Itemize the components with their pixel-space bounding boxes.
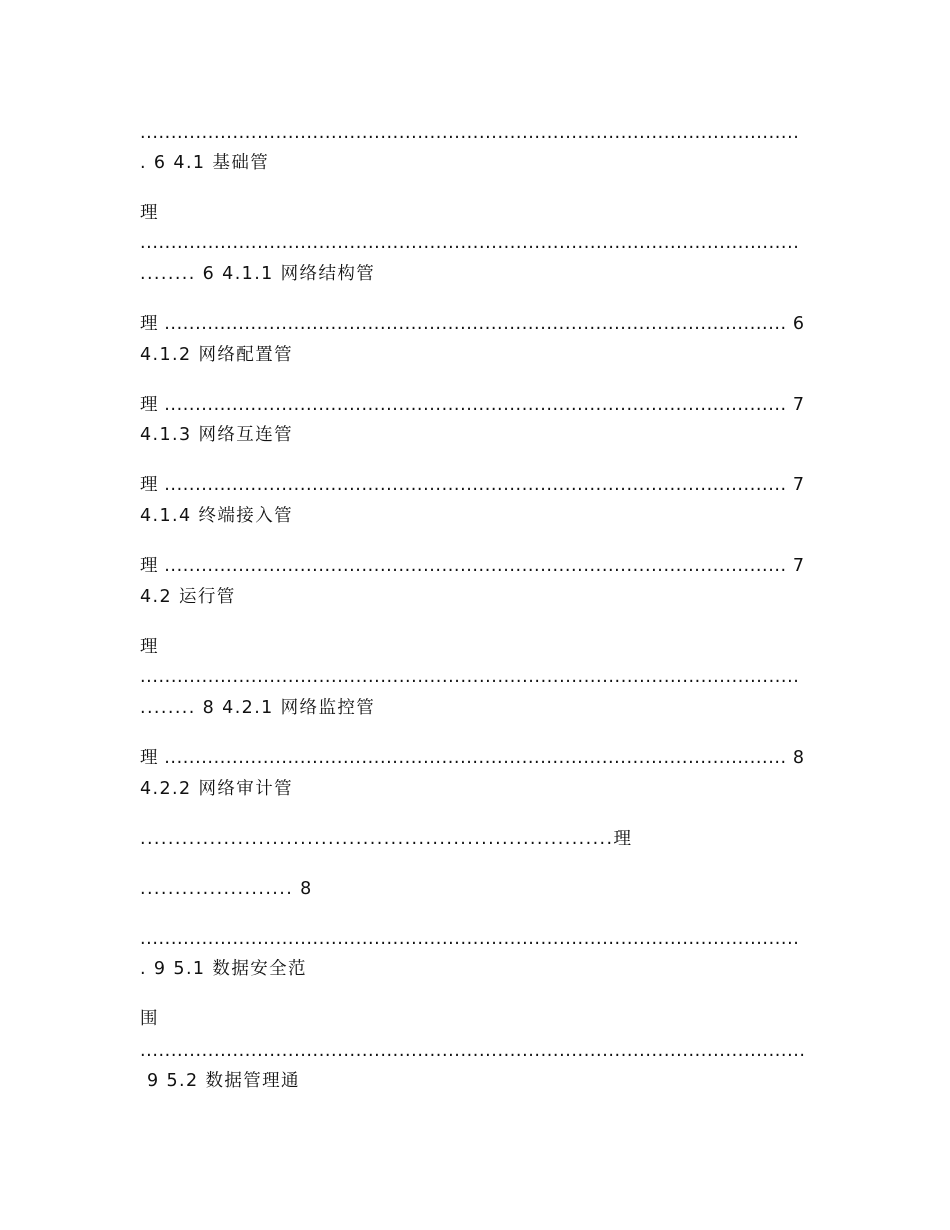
toc-entry-text: ...................... 8 [140, 879, 313, 899]
toc-entry-text: 理 ..................................................................................................... 8 [140, 748, 805, 768]
toc-leader-line: ........................................................................................................... [140, 929, 800, 949]
toc-entry-4-2-1: ........ 8 4.2.1 网络监控管 [140, 698, 376, 718]
toc-entry-text: 理 [140, 203, 159, 223]
toc-leader-line: ............................................................................................................ [140, 1041, 806, 1061]
toc-entry-4-1-4: 4.1.4 终端接入管 [140, 506, 293, 526]
toc-entry-5-2: 9 5.2 数据管理通 [140, 1071, 300, 1091]
toc-leader-line: ........................................................................................................... [140, 667, 800, 687]
toc-entry-4-1-1: ........ 6 4.1.1 网络结构管 [140, 264, 376, 284]
toc-entry-4-2-2: 4.2.2 网络审计管 [140, 779, 293, 799]
toc-entry-4-1-2: 4.1.2 网络配置管 [140, 345, 293, 365]
toc-entry-5-1: . 9 5.1 数据安全范 [140, 959, 307, 979]
toc-leader-line: ........................................................................................................... [140, 123, 800, 143]
toc-entry-text: 围 [140, 1009, 159, 1029]
toc-entry-text: ....................................................................理 [140, 829, 633, 849]
toc-entry-4-2: 4.2 运行管 [140, 587, 236, 607]
toc-leader-line: ........................................................................................................... [140, 233, 800, 253]
toc-entry-text: 理 ..................................................................................................... 7 [140, 475, 805, 495]
toc-entry-text: 理 ..................................................................................................... 6 [140, 314, 805, 334]
toc-entry-text: 理 ..................................................................................................... 7 [140, 395, 805, 415]
toc-entry-4-1-3: 4.1.3 网络互连管 [140, 425, 293, 445]
toc-entry-text: 理 ..................................................................................................... 7 [140, 556, 805, 576]
toc-entry-text: 理 [140, 637, 159, 657]
toc-entry-4-1: . 6 4.1 基础管 [140, 153, 270, 173]
